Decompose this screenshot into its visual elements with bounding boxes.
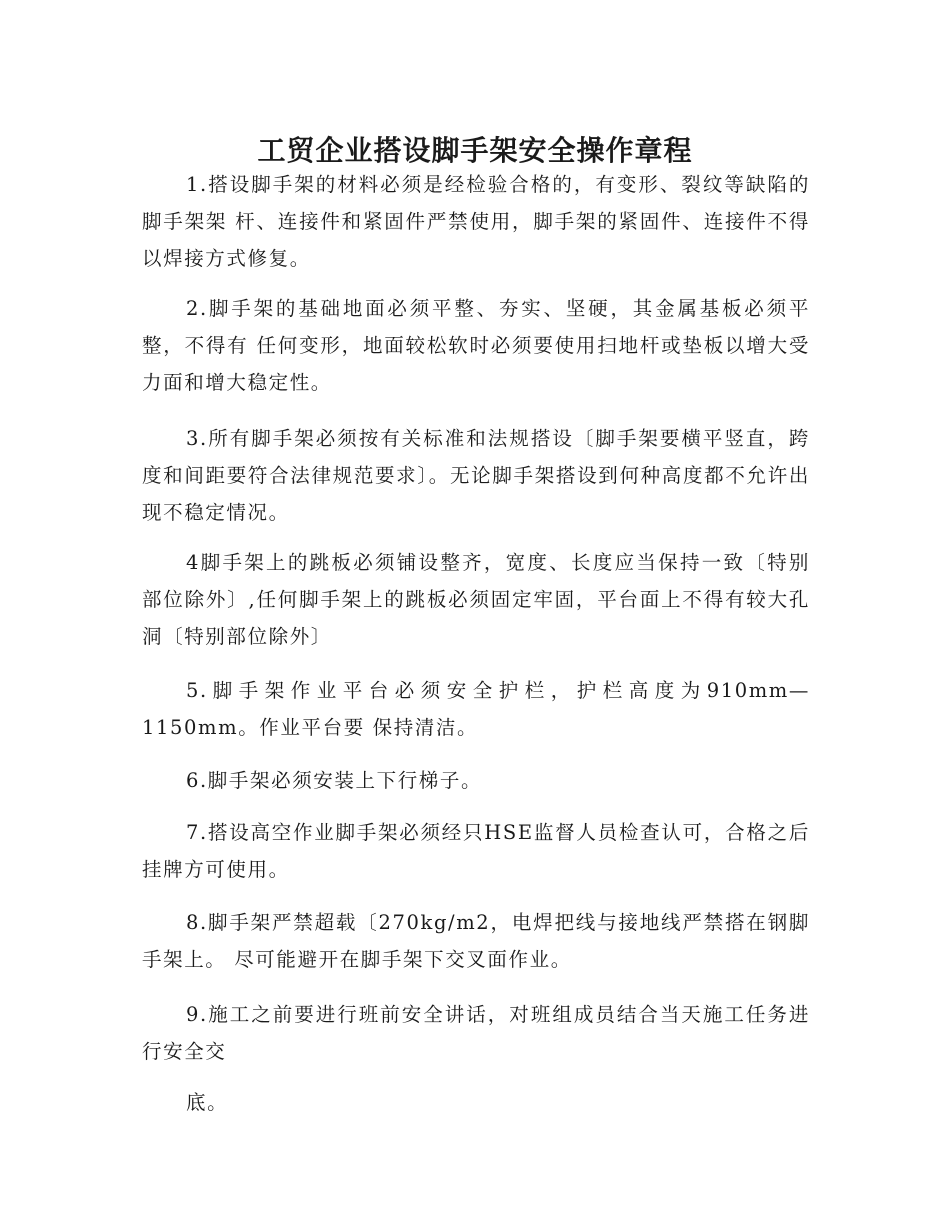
paragraph-2: 2.脚手架的基础地面必须平整、夯实、坚硬，其金属基板必须平整，不得有 任何变形，地面较松软时必须要使用扫地杆或垫板以增大受力面和增大稳定性。 bbox=[142, 297, 810, 394]
paragraph-5: 5.脚手架作业平台必须安全护栏，护栏高度为910mm—1150mm。作业平台要 保持清洁。 bbox=[142, 679, 810, 739]
paragraph-4: 4脚手架上的跳板必须铺设整齐，宽度、长度应当保持一致〔特别部位除外〕,任何脚手架上的跳板必须固定牢固，平台面上不得有较大孔洞〔特别部位除外〕 bbox=[142, 551, 810, 648]
paragraph-9: 9.施工之前要进行班前安全讲话，对班组成员结合当天施工任务进行安全交 bbox=[142, 1003, 810, 1063]
paragraph-3: 3.所有脚手架必须按有关标准和法规搭设〔脚手架要横平竖直，跨度和间距要符合法律规范要求〕。无论脚手架搭设到何种高度都不允许出现不稳定情况。 bbox=[142, 427, 810, 524]
document-title: 工贸企业搭设脚手架安全操作章程 bbox=[257, 133, 693, 167]
paragraph-1: 1.搭设脚手架的材料必须是经检验合格的，有变形、裂纹等缺陷的脚手架架 杆、连接件和紧固件严禁使用，脚手架的紧固件、连接件不得以焊接方式修复。 bbox=[142, 173, 810, 270]
paragraph-7: 7.搭设高空作业脚手架必须经只HSE监督人员检查认可，合格之后挂牌方可使用。 bbox=[142, 821, 810, 881]
paragraph-6: 6.脚手架必须安装上下行梯子。 bbox=[186, 769, 483, 792]
paragraph-9-continued: 底。 bbox=[186, 1091, 229, 1114]
paragraph-8: 8.脚手架严禁超载〔270kg/m2，电焊把线与接地线严禁搭在钢脚手架上。 尽可能避开在脚手架下交叉面作业。 bbox=[142, 911, 810, 971]
